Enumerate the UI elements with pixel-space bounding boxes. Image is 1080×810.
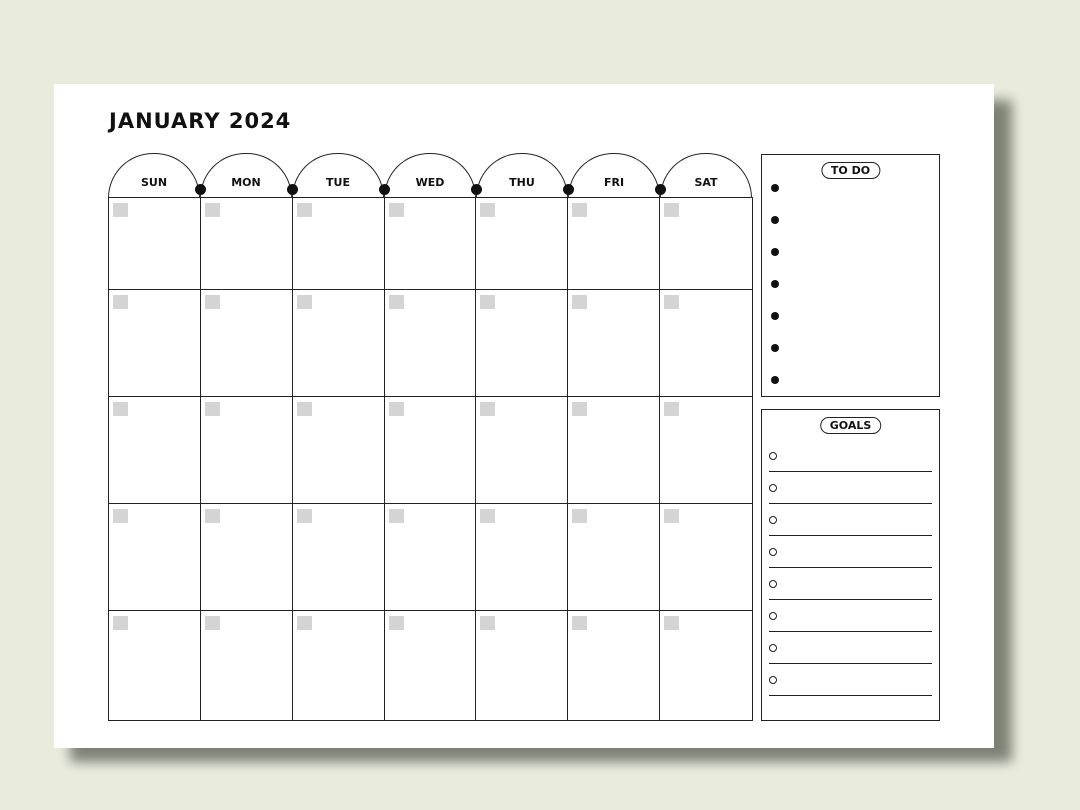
date-number-box [664,295,679,309]
header-connector-dot [655,184,666,195]
header-connector-dot [287,184,298,195]
day-cell[interactable] [660,198,752,290]
weekday-label: TUE [326,176,350,189]
weekday-header-mon [200,153,292,198]
weekday-label: SUN [140,176,168,189]
header-connector-dot [379,184,390,195]
date-number-box [205,402,220,416]
header-connector-dot [195,184,206,195]
date-number-box [297,616,312,630]
day-cell[interactable] [109,290,201,397]
day-cell[interactable] [293,397,385,504]
day-cell[interactable] [568,397,660,504]
date-number-box [572,402,587,416]
header-connector-dot [471,184,482,195]
day-cell[interactable] [476,198,568,290]
goals-label: GOALS [820,417,882,434]
day-cell[interactable] [293,290,385,397]
todo-bullet-icon [771,344,779,352]
date-number-box [572,295,587,309]
weekday-label: MON [231,176,261,189]
day-cell[interactable] [568,611,660,720]
goal-write-line [769,471,932,472]
date-number-box [389,509,404,523]
day-cell[interactable] [568,504,660,611]
date-number-box [389,402,404,416]
day-cell[interactable] [385,290,477,397]
date-number-box [389,616,404,630]
day-cell[interactable] [476,504,568,611]
date-number-box [113,616,128,630]
goal-write-line [769,535,932,536]
date-number-box [480,402,495,416]
date-number-box [389,203,404,217]
todo-bullet-icon [771,216,779,224]
day-cell[interactable] [568,198,660,290]
date-number-box [389,295,404,309]
goal-checkbox-icon[interactable] [769,676,777,684]
weekday-label: THU [509,176,535,189]
day-cell[interactable] [201,397,293,504]
date-number-box [113,203,128,217]
day-cell[interactable] [660,504,752,611]
day-cell[interactable] [385,611,477,720]
weekday-label: SAT [694,176,718,189]
goal-write-line [769,695,932,696]
date-number-box [572,509,587,523]
goal-checkbox-icon[interactable] [769,452,777,460]
day-cell[interactable] [109,611,201,720]
day-cell[interactable] [201,504,293,611]
weekday-label: FRI [603,176,625,189]
day-cell[interactable] [201,611,293,720]
day-cell[interactable] [476,611,568,720]
date-number-box [205,616,220,630]
goal-write-line [769,567,932,568]
day-cell[interactable] [109,397,201,504]
goal-checkbox-icon[interactable] [769,484,777,492]
goal-checkbox-icon[interactable] [769,644,777,652]
date-number-box [480,509,495,523]
date-number-box [664,203,679,217]
date-number-box [205,203,220,217]
date-number-box [480,616,495,630]
goal-write-line [769,631,932,632]
goal-write-line [769,599,932,600]
day-cell[interactable] [109,504,201,611]
weekday-header-tue [292,153,384,198]
date-number-box [664,616,679,630]
todo-bullet-icon [771,248,779,256]
day-cell[interactable] [293,504,385,611]
date-number-box [113,509,128,523]
goal-write-line [769,503,932,504]
day-cell[interactable] [568,290,660,397]
weekday-header-thu [476,153,568,198]
goals-panel [761,409,940,721]
date-number-box [205,509,220,523]
weekday-header-fri [568,153,660,198]
date-number-box [205,295,220,309]
goal-write-line [769,663,932,664]
day-cell[interactable] [476,290,568,397]
date-number-box [297,402,312,416]
day-cell[interactable] [201,290,293,397]
day-cell[interactable] [385,198,477,290]
day-cell[interactable] [385,397,477,504]
day-cell[interactable] [109,198,201,290]
weekday-header-sat [660,153,752,198]
todo-bullet-icon [771,184,779,192]
calendar-sheet [54,84,994,748]
day-cell[interactable] [660,290,752,397]
day-cell[interactable] [293,611,385,720]
date-number-box [113,402,128,416]
day-cell[interactable] [660,611,752,720]
day-cell[interactable] [201,198,293,290]
weekday-header-sun [108,153,200,198]
weekday-header-wed [384,153,476,198]
todo-panel [761,154,940,397]
date-number-box [297,509,312,523]
calendar-title: JANUARY 2024 [109,109,292,133]
goal-checkbox-icon[interactable] [769,580,777,588]
calendar-grid [108,197,753,721]
date-number-box [113,295,128,309]
date-number-box [297,295,312,309]
todo-label: TO DO [821,162,880,179]
day-cell[interactable] [385,504,477,611]
date-number-box [572,203,587,217]
header-connector-dot [563,184,574,195]
weekday-header-row [108,153,752,198]
day-cell[interactable] [476,397,568,504]
date-number-box [297,203,312,217]
day-cell[interactable] [293,198,385,290]
date-number-box [480,203,495,217]
todo-bullet-icon [771,280,779,288]
day-cell[interactable] [660,397,752,504]
goal-checkbox-icon[interactable] [769,548,777,556]
date-number-box [664,402,679,416]
goal-checkbox-icon[interactable] [769,612,777,620]
date-number-box [480,295,495,309]
todo-bullet-icon [771,312,779,320]
todo-bullet-icon [771,376,779,384]
weekday-label: WED [415,176,445,189]
date-number-box [572,616,587,630]
date-number-box [664,509,679,523]
goal-checkbox-icon[interactable] [769,516,777,524]
